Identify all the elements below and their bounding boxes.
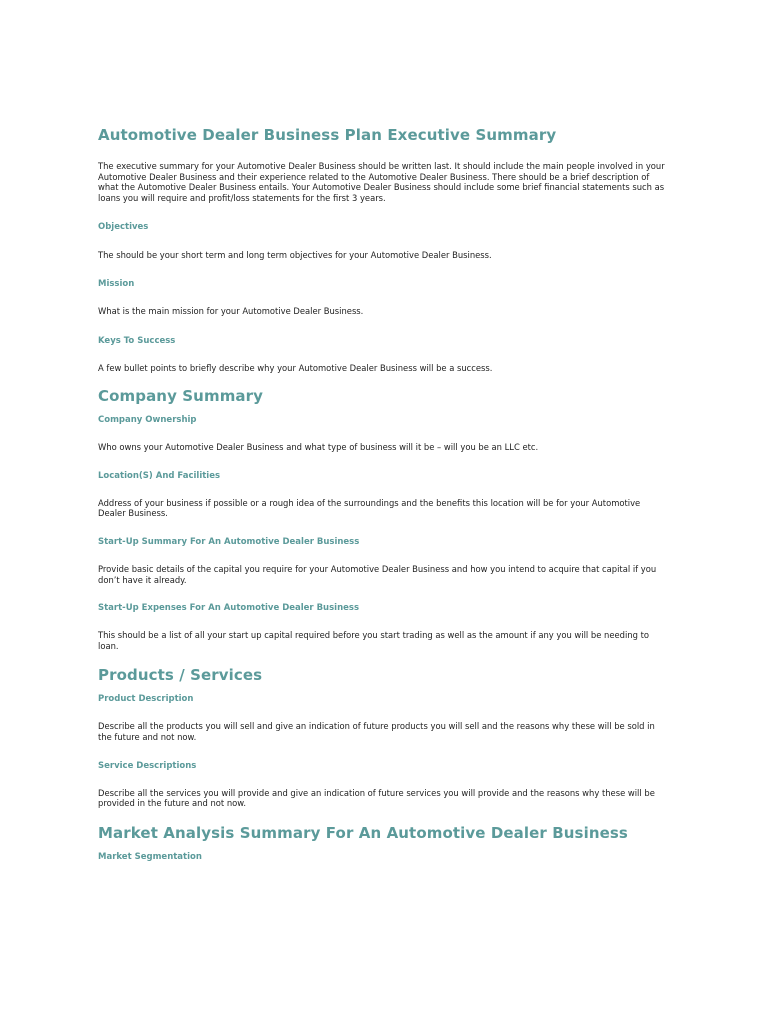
mission-text: What is the main mission for your Automotive Dealer Business. bbox=[98, 305, 364, 316]
service-descriptions-text: Describe all the services you will provide and give an indication of future services you will provide and the reasons why these will be provided in the future and not now. bbox=[98, 787, 655, 809]
startup-summary-text: Provide basic details of the capital you require for your Automotive Dealer Business and how you intend to acquire that capital if you don’t have it already. bbox=[98, 563, 657, 585]
market-analysis-title: Market Analysis Summary For An Automotive Dealer Business bbox=[98, 823, 628, 842]
company-ownership-heading: Company Ownership bbox=[98, 415, 197, 426]
startup-expenses-text: This should be a list of all your start up capital required before you start trading as well as the amount if any you will be needing to loan. bbox=[98, 630, 649, 651]
product-description-text: Describe all the products you will sell and give an indication of future products you will sell and the reasons why these will be sold in the future and not now. bbox=[98, 721, 655, 742]
objectives-text: The should be your short term and long term objectives for your Automotive Dealer Business. bbox=[98, 250, 492, 261]
mission-heading: Mission bbox=[98, 278, 135, 289]
location-text: Address of your business if possible or a rough idea of the surroundings and the benefits this location will be for your Automotive Dealer Business. bbox=[98, 497, 641, 519]
product-description-heading: Product Description bbox=[98, 694, 194, 705]
market-segmentation-heading: Market Segmentation bbox=[98, 851, 202, 862]
document-content bbox=[98, 125, 668, 863]
company-summary-title: Company Summary bbox=[98, 387, 264, 406]
service-descriptions-heading: Service Descriptions bbox=[98, 760, 197, 771]
keys-to-success-text: A few bullet points to briefly describe why your Automotive Dealer Business will be a success. bbox=[98, 362, 493, 373]
location-heading: Location(S) And Facilities bbox=[98, 470, 221, 481]
intro-paragraph: The executive summary for your Automotive Dealer Business should be written last. It should include the main people involved in your Automotive Dealer Business and their experience related to the Automotive Dealer Business. There should be a brief description of what the Automotive Dealer Business entails. Your Automotive Dealer Business should include some brief financial statements such as loans you will require and profit/loss statements for the first 3 years. bbox=[98, 161, 665, 203]
keys-to-success-heading: Keys To Success bbox=[98, 335, 176, 346]
startup-expenses-heading: Start-Up Expenses For An Automotive Dealer Business bbox=[98, 603, 360, 614]
startup-summary-heading: Start-Up Summary For An Automotive Dealer Business bbox=[98, 536, 360, 547]
company-ownership-text: Who owns your Automotive Dealer Business and what type of business will it be – will you be an LLC etc. bbox=[98, 442, 539, 453]
products-services-title: Products / Services bbox=[98, 666, 263, 685]
page-title: Automotive Dealer Business Plan Executive Summary bbox=[98, 126, 557, 144]
objectives-heading: Objectives bbox=[98, 222, 149, 233]
